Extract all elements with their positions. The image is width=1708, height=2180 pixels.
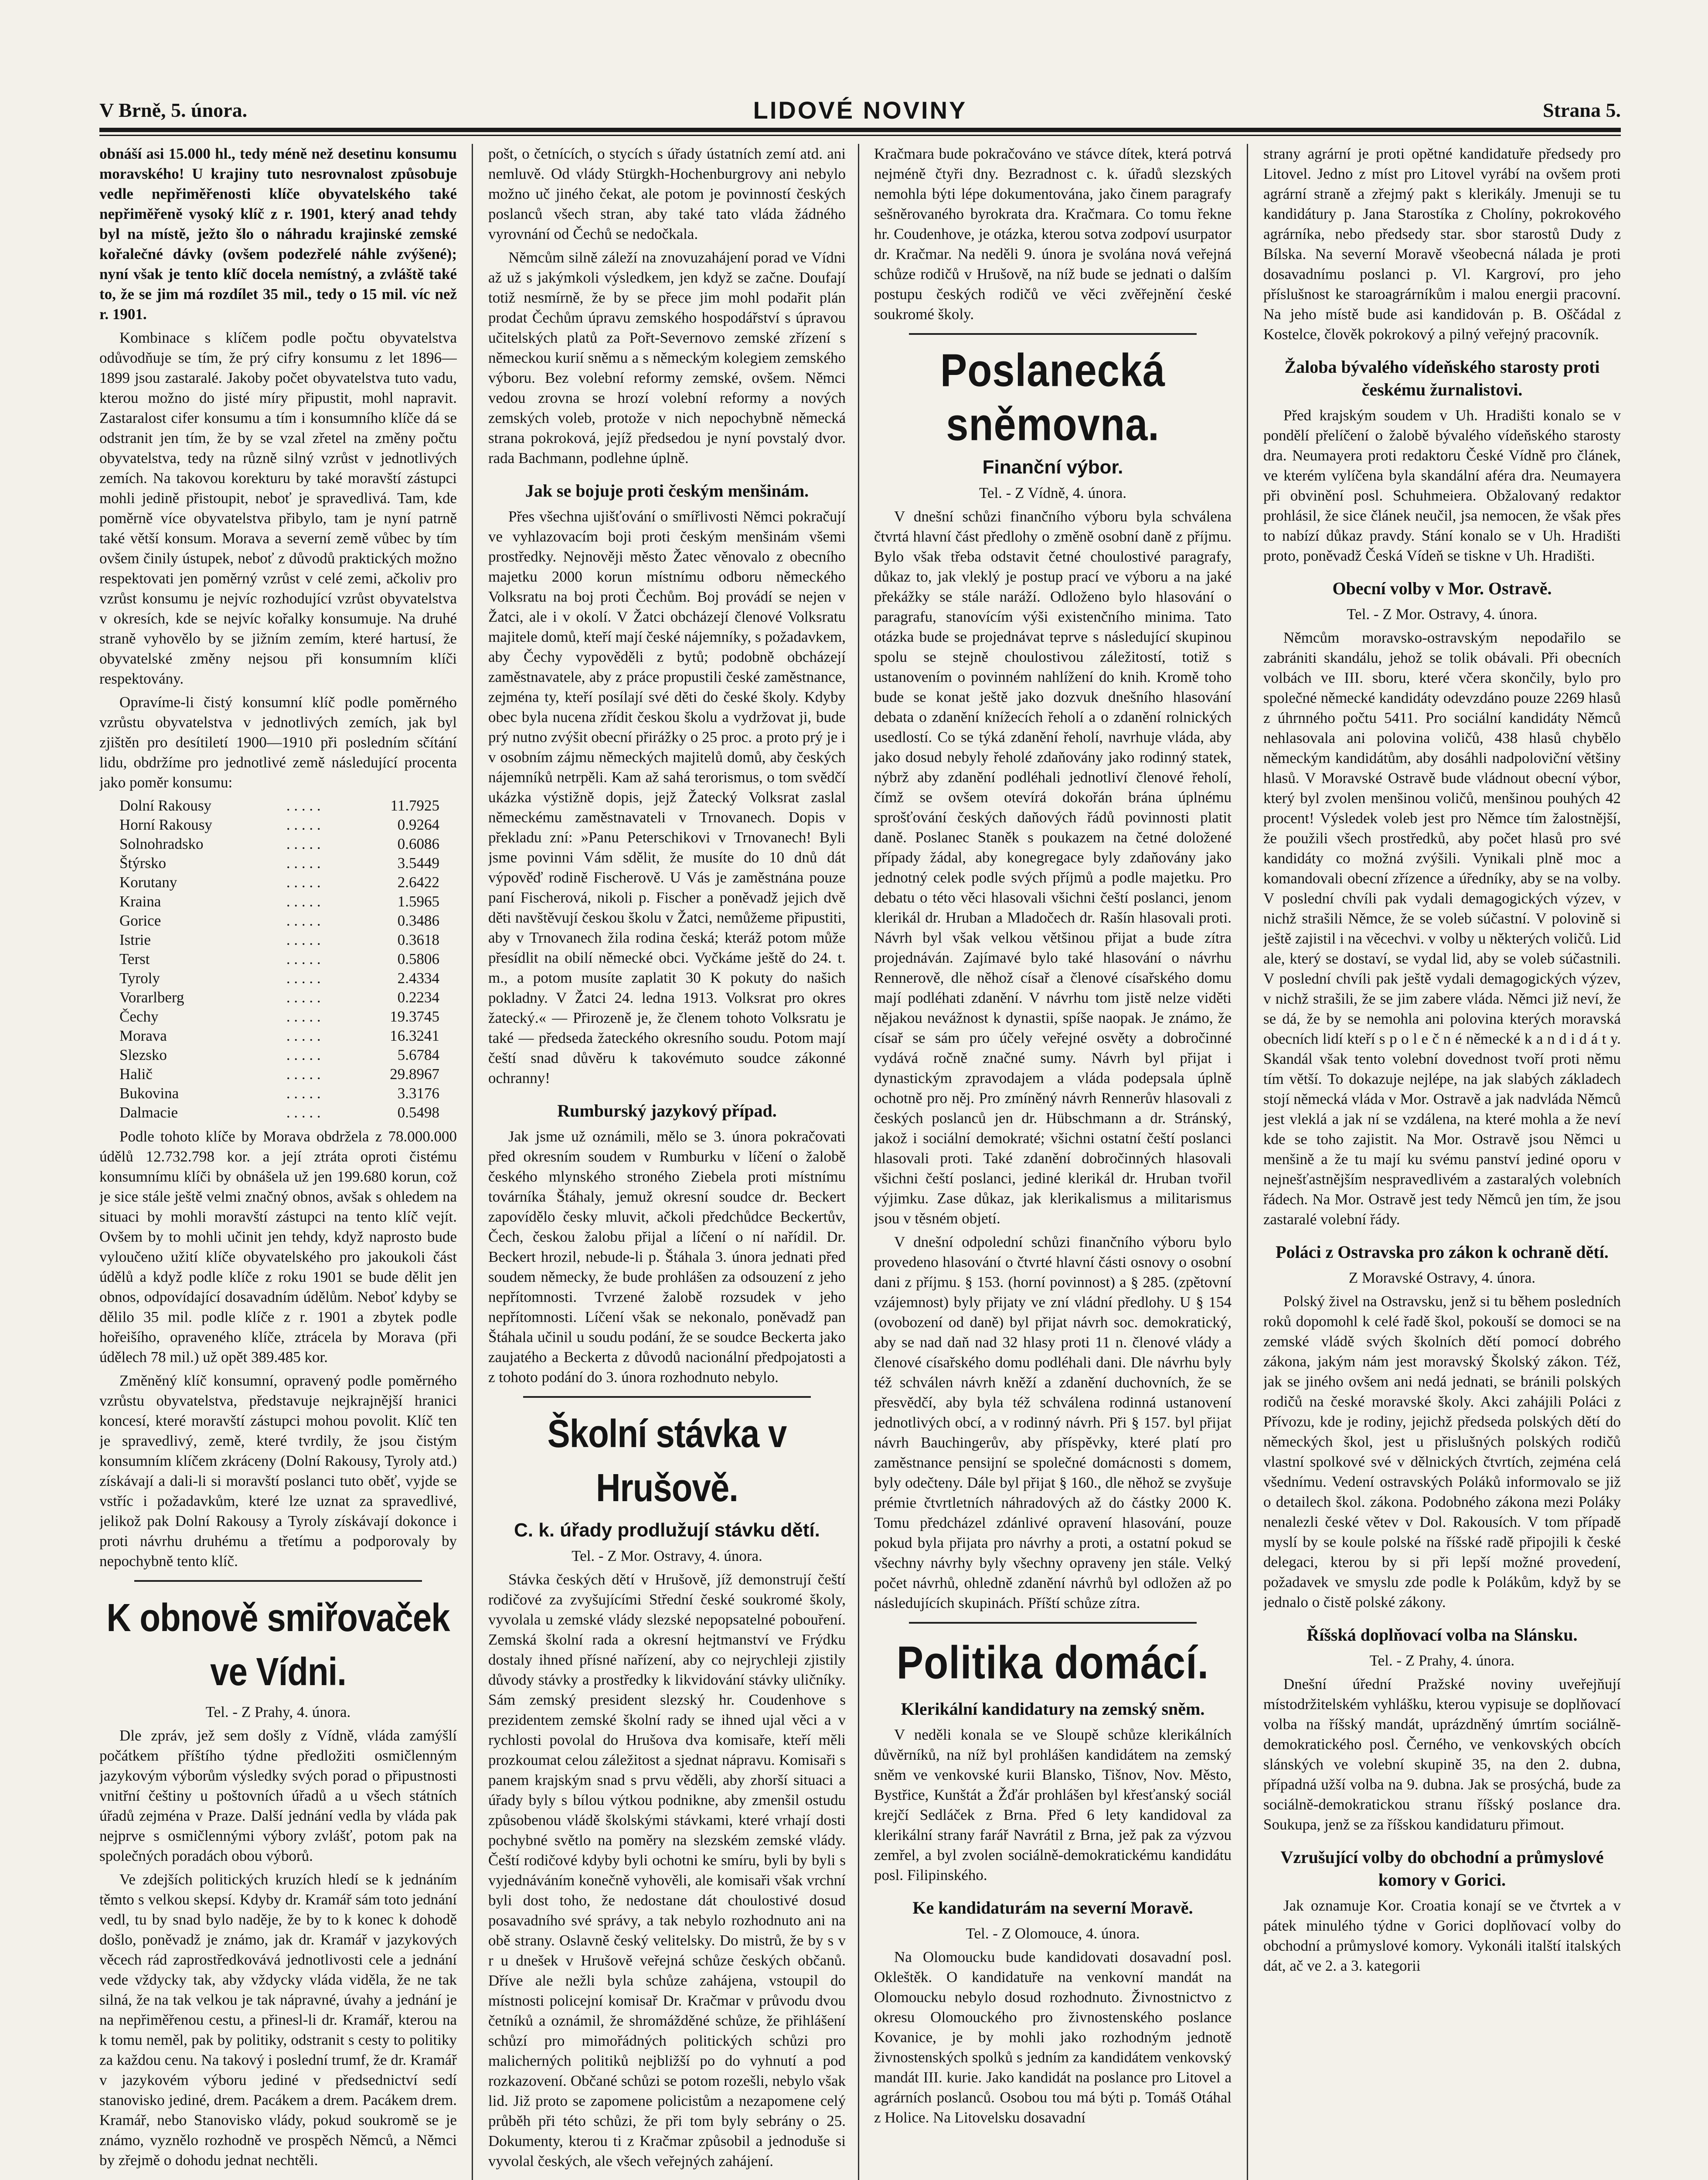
section-separator xyxy=(909,1622,1197,1624)
key-table-row xyxy=(99,950,457,969)
key-table-row xyxy=(99,1065,457,1084)
leader-dots: . . . . . xyxy=(286,835,321,852)
dateline: Tel. - Z Prahy, 4. února. xyxy=(205,1703,351,1720)
land-name: Dolní Rakousy xyxy=(119,797,211,814)
percentage-value: 0.3618 xyxy=(397,931,439,948)
leader-dots: . . . . . xyxy=(286,1046,321,1063)
article-paragraph: V neděli konala se ve Sloupě schůze klerikálních důvěrníků, na níž byl prohlášen kandidátem na zemský sněm ve venkovské kurii Blansko, Tišnov, Nov. Město, Bystřice, Kunštát a Žďár prohlášen byl křesťanský sociál krejčí Sedláček z Brna. Před 6 lety kandidoval za klerikální strany farář Navrátil z Brna, jež pak za výzvou zemřel, a byl zvolen sociálně-demokratickému kandidátu posl. Filipinského. xyxy=(874,1726,1232,1884)
article-heading: Žaloba bývalého vídeňského starosty proti českému žurnalistovi. xyxy=(1284,357,1600,399)
dateline: Tel. - Z Mor. Ostravy, 4. února. xyxy=(572,1547,762,1564)
land-name: Korutany xyxy=(119,874,177,891)
section-separator xyxy=(909,333,1197,335)
percentage-value: 3.3176 xyxy=(397,1085,439,1102)
section-separator xyxy=(134,1580,422,1582)
percentage-value: 3.5449 xyxy=(397,855,439,872)
article-paragraph: V dnešní schůzi finančního výboru byla schválena čtvrtá hlavní část předlohy o změně osobní daně z příjmu. Bylo však třeba odstavit četné choulostivé paragrafy, důkaz to, jak vleklý je postup prací ve výboru a na jaké překážky se stále naráží. Odloženo bylo hlasování o paragrafu, stanovícím výši existenčního minima. Tato otázka bude se projednávat teprve s následující skupinou spolu se stejně choulostivou záležitostí, totiž s ustanovením o povinném nahlížení do knih. Kromě toho bude se konat ještě jako dozvuk dnešního hlasování debata o zdanění knížecích řeholí a o zdanění rolnických usedlostí. Co se týká zdanění řeholí, navrhuje vláda, aby jako dosud nebyly řeholé zdaňovány jako rodinný statek, nýbrž aby zdanění podléhali jednotliví členové řeholí, čímž se ovšem otevírá dokořán brána úplnému sprošťování českých daňových řádů povinnosti platit daně. Poslanec Staněk s poukazem na četné doložené případy žádal, aby konegregace byly zdaňovány jako jednotný celek podle svých příjmů a podle majetku. Pro debatu o této věci hlasovali všichni čeští poslanci, jenom klerikál dr. Hruban a Mladočech dr. Rašín hlasovali proti. Návrh byl však velkou většinou přijat a bude zítra projednáván. Zajímavé bylo také hlasování o návrhu Rennerově, dle něhož císař a členové císařského domu mají podléhati zdanění. V návrhu tom jistě nelze viděti nějakou nevážnost k dynastii, spíše naopak. Je známo, že císař se sám pro účely veřejné osvěty a dobročinné vydává ročně značné sumy. Návrh byl přijat i dynastickým zpravodajem a vláda podepsala úplně ochotně pro něj. Pro zmíněný návrh Rennerův hlasovali z českých poslanců jen dr. Hübschmann a dr. Stránský, jakož i sociální demokraté; všichni ostatní čeští poslanci hlasovali proti. Také zdanění dobročinných hlasovali všichni čeští poslanci, jediné klerikál dr. Hruban tvořil výjimku. Zase důkaz, jak klerikalismus a militarismus jsou v těsném objetí. xyxy=(874,508,1232,1227)
article-paragraph: Změněný klíč konsumní, opravený podle poměrného vzrůstu obyvatelstva, představuje nejkrajnější hranici koncesí, které moravští zástupci mohou povolit. Klíč ten je spravedlivý, země, které tvrdily, že jsou čistým konsumním klíčem zkráceny (Dolní Rakousy, Tyroly atd.) získávají a dali-li si moravští poslanci tuto oběť, vyjde se vstříc i požadavkům, které lze uznat za spravedlivé, jelikož pak Dolní Rakousy a Tyroly získávají dokonce i proti návrhu druhému a třetímu a podporovaly by nepochybně tento klíč. xyxy=(99,1372,457,1570)
land-name: Tyroly xyxy=(119,970,160,987)
article-paragraph: Němcům moravsko-ostravským nepodařilo se zabrániti skandálu, jehož se tolik obávali. Při obecních volbách ve III. sboru, které včera skončily, bylo pro společné německé kandidáty odevzdáno pouze 2269 hlasů z úhrnného počtu 5411. Pro sociální kandidáty Němců nehlasovala ani polovina voličů, 438 hlasů chybělo německým kandidátům, aby dosáhli nadpoloviční většiny hlasů. V Moravské Ostravě bude vládnout obecní výbor, který byl zvolen menšinou voličů, menšinou pouhých 42 procent! Výsledek voleb jest pro Němce tím žalostnější, že použili všech prostředků, aby počet hlasů pro své kandidáty co možná zvýšili. Vynikali plně moc a komandovali obecní zřízence a úředníky, aby se na volby. V poslední chvíli pak vydali demagogických výzev, v nichž strašili Němce, že se voleb súčastní. V polovině si ještě zajistil i na věcechvi. v volby u některých voličů. Lid ale, který se dostaví, se vydal lid, aby se voleb súčastnili. V poslední chvíli pak ještě vydali demagogických výzev, v nichž strašili, že se jim zabere vláda. Němci již neví, že se dá, že by se nemohla ani polovina kterých moravská obecních lidí kteří s p o l e č n é německé k a n d i d á t y. Skandál však tento volební dovednost tvoří proti němu tím větší. To dokazuje nejlépe, na jak slabých základech stojí německá vláda v Mor. Ostravě a jak nadvláda Němců jest vleklá a jak ní se vzdálena, na které mohla a že neví kde se toho zajistit. Na Mor. Ostravě jsou Němci u menšině a že tu mají ku svému panství jediné oporu v nejnešťastnějším nespravedlivém a zastaralých volebních řádech. Na Mor. Ostravě jest tedy Němců jen tím, že jsou zastaralé volební řády. xyxy=(1263,629,1621,1228)
article-paragraph: Ve zdejších politických kruzích hledí se k jednáním těmto s velkou skepsí. Kdyby dr. Kramář sám toto jednání vedl, tu by snad bylo naděje, že by to k konec k dohodě došlo, poněvadž je známo, jak dr. Kramář v jazykových věcech rád zaprostředkovává jednotlivosti cele a jednání vede vždycky tak, aby vždycky vláda viděla, že ne tak silná, že na tak velkou je tak nápravné, úvahy a jednání je na nepřiměřenou cestu, a přinesl-li dr. Kramář, kterou na k tomu neměl, pak by politiky, odstranit s cesty to politiky za každou cenu. Na takový i poslední trumf, že dr. Kramář v jazykovém výboru jediné v předsednictví sedí stanovisko jediné, drem. Pacákem a drem. Pacákem drem. Kramář, nebo Stanovisko vlády, pokud soukromě se je známo, vyznělo rozhodně ve prospěch Němců, a Němci by zřejmě o dohodu jednat nechtěli. xyxy=(99,1871,457,2169)
article-paragraph: Stávka českých dětí v Hrušově, jíž demonstrují čeští rodičové za zvyšujícími Střední české soukromé školy, vyvolala u zemské vlády slezské nepopsatelné pobouření. Zemská školní rada a okresní hejtmanství ve Frýdku dostaly ihned přísné nařízení, aby co nejrychleji zjistily důvody stávky a prostředky k likvidování stávky uličníky. Sám zemský president slezský hr. Coudenhove s prezidentem zemské školní rady se ihned ujal věci a v rychlosti povolal do Hrušova dva komisaře, kteří měli prozkoumat celou záležitost a sjednat nápravu. Komisaři s panem krajským snad s prvu věděli, aby zhorší situaci a úřady byly s bílou výtkou podnikne, aby zmenšil ostudu způsobenou vládě školskými stávkami, které vrhají dosti pochybné světlo na poměry na slezském zemské vlády. Čeští rodičové kdyby byli ochotni ke smíru, byli by byli s vyjednáváním konečně vyhověli, ale komisaři však vrchní byli dost toho, že nedostane dát choulostivé dosud posavadního své správy, a tak nebylo rozhodnuto ani na obě strany. Oslavně český velitelsky. Do mistrů, že by s v r u dnešek v Hrušově veřejná schůze českých občanů. Dříve ale nežli byla schůze zahájena, vstoupil do místnosti policejní komisař Dr. Kračmar v průvodu dvou četníků a oznámil, že shromážděné schůze, že přihlášení schůzí pro mimořádných politických schůzi pro malicherných politiků nejbližší po do vyhnutí a pod rozkazovení. Občané schůzi se potom rozešli, nebylo však lid. Již proto se zapomene policistům a nezapomene celý průběh při této schůzi, že při tom byly sebrány o 25. Dokumenty, kterou ti z Kračmar způsobil a jednoduše si vyvolal českých, ale všech veřejných zahájení. xyxy=(488,1571,846,2170)
leader-dots: . . . . . xyxy=(286,816,321,833)
leader-dots: . . . . . xyxy=(286,893,321,910)
article-paragraph: Opravíme-li čistý konsumní klíč podle poměrného vzrůstu obyvatelstva v jednotlivých zemích, jak byl zjištěn pro desítiletí 1900—1910 při posledním sčítání lidu, obdržíme pro jednotlivé země následující procenta jako poměr konsumu: xyxy=(99,694,457,791)
section-title: Školní stávka v Hrušově. xyxy=(547,1411,787,1510)
key-table-row xyxy=(99,1026,457,1046)
dateline: Tel. - Z Olomouce, 4. února. xyxy=(966,1925,1140,1942)
land-name: Solnohradsko xyxy=(119,835,204,852)
article-heading: Poláci z Ostravska pro zákon k ochraně dětí. xyxy=(1276,1242,1609,1262)
dateline: Tel. - Z Prahy, 4. února. xyxy=(1369,1652,1515,1669)
key-table-row xyxy=(99,892,457,911)
leader-dots: . . . . . xyxy=(286,950,321,967)
land-name: Gorice xyxy=(119,912,161,929)
percentage-value: 1.5965 xyxy=(397,893,439,910)
dateline: Z Moravské Ostravy, 4. února. xyxy=(1348,1269,1536,1286)
section-separator xyxy=(523,1396,811,1398)
key-table-row xyxy=(99,873,457,892)
article-paragraph: strany agrární je proti opětné kandidatuře předsedy pro Litovel. Jedno z míst pro Litovel vyrábí na ovšem proti agrární straně a zřejmý pakt s klerikály. Jmenuji se tu kandidátury p. Jana Starostíka z Cholíny, pokrokového agrárníka, nebo předsedy star. sbor starostů Dudy z Bílska. Na severní Moravě všeobecná nálada je proti dosavadnímu poslanci p. Vl. Kargroví, pro jeho příslušnost ke staroagrárníkům i malou energii pracovní. Na jeho místě bude asi kandidován p. B. Oščádal z Kostelce, člověk pokrokový a pilný veřejný pracovník. xyxy=(1263,145,1621,343)
masthead-title: LIDOVÉ NOVINY xyxy=(753,96,967,124)
percentage-value: 5.6784 xyxy=(397,1046,439,1063)
leader-dots: . . . . . xyxy=(286,1066,321,1083)
article-paragraph: Polský živel na Ostravsku, jenž si tu během posledních roků dopomohl k celé řadě škol, pokouší se domoci se na zemské vládě svých školních dětí pomocí dobrého zákona, jakým nám jest moravský Školský zákon. Též, jak se jiného ovšem ani nedá jednati, se bránili polských rodičů na české moravské školy. Akci zahájili Poláci z Přívozu, kde je rodiny, jejichž předseda polských dětí do německých škol, jest u přislušných polských rodičů vlastní spolkové své v dělnických čtvrtích, zejména celá všednímu. Vedení ostravských Poláků informovalo se již o detailech škol. zákona. Podobného zákona mezi Poláky nenalezli české větev v Dol. Rakousích. V tom případě myslí by se koule polské na říšské radě připojili k české delegaci, kterou by si při lepší možné provedení, požadavek ve smyslu zde podle k Polákům, když by se jednalo o čistě polské zákony. xyxy=(1263,1293,1621,1611)
leader-dots: . . . . . xyxy=(286,855,321,872)
land-name: Dalmacie xyxy=(119,1104,178,1121)
masthead-rule xyxy=(99,128,1621,132)
leader-dots: . . . . . xyxy=(286,1104,321,1121)
land-name: Slezsko xyxy=(119,1046,167,1063)
land-name: Štýrsko xyxy=(119,855,166,872)
article-paragraph: Přes všechna ujišťování o smířlivosti Němci pokračují ve vyhlazovacím boji proti českým menšinám všemi prostředky. Nejnověji město Žatec věnovalo z obecního majetku 2000 korun místnímu odboru německého Volksratu na boj proti Čechům. Boj provádí se nejen v Žatci, ale i v okolí. V Žatci obcházejí členové Volksratu majitele domů, kteří mají české nájemníky, s požadavkem, aby Čechy vypověděli z bytů; podobně obcházejí zaměstnavatele, aby z práce propustili české zaměstnance, zejména ty, kteří posílají své děti do české školy. Kdyby obec byla nucena zřídit českou školu a vydržovat ji, bude prý nutno zvýšit obecní přirážky o 25 proc. a proto prý je i v osobním zájmu německých majitelů domů, aby českých nájemníků netrpěli. Kam až sahá terorismus, o tom svědčí ukázka výstižně dopis, jejž Žatecký Volksrat zaslal německému zaměstnavateli v Trnovanech. Dopis v překladu zní: »Panu Peterschikovi v Trnovanech! Byli jsme povinni Vám sdělit, že musíte do 10 dnů dát výpověď rodině Fischerově. U Vás je zaměstnána pouze paní Fischerová, nikoli p. Fischer a poněvadž jejich dvě děti navštěvují českou školu v Žatci, nemůžeme připustiti, aby v Trnovanech žila rodina česká; kteráž potom může přesídlit na obilí německé obci. Vyčkáme ještě do 24. t. m., a potom musíte zaplatit 30 K pokuty do našich pokladny. V Žatci 24. ledna 1913. Volksrat pro okres žatecký.« — Přirozeně je, že členem tohoto Volksratu je také — předseda žateckého okresního soudu. Potom mají čeští snad důvěru k takovémuto soudce zákonné ochranny! xyxy=(488,508,846,1087)
leader-dots: . . . . . xyxy=(286,1085,321,1102)
section-title: Politika domácí. xyxy=(896,1637,1209,1689)
land-name: Istrie xyxy=(119,931,151,948)
article-subheading: Finanční výbor. xyxy=(982,456,1123,478)
land-name: Čechy xyxy=(119,1008,159,1025)
leader-dots: . . . . . xyxy=(286,874,321,891)
key-table-row xyxy=(99,835,457,854)
percentage-value: 0.5806 xyxy=(397,950,439,967)
article-heading: Rumburský jazykový případ. xyxy=(557,1101,777,1121)
column-divider xyxy=(858,144,859,2180)
key-table-row xyxy=(99,815,457,835)
section-title: Poslanecká sněmovna. xyxy=(940,345,1166,450)
percentage-value: 2.4334 xyxy=(397,970,439,987)
percentage-value: 11.7925 xyxy=(390,797,439,814)
article-paragraph: Jak jsme už oznámili, mělo se 3. února pokračovati před okresním soudem v Rumburku v líčení o žalobě českého mlynského stroného Ziebela proti místnímu továrníka Štáhaly, jemuž okresní soudce dr. Beckert zapovídělo česky mluvit, ačkoli předchůdce Beckertův, Čech, českou žalobu přijal a líčení o ní nařídil. Dr. Beckert hrozil, nebude-li p. Štáhala 3. února jednati před soudem německy, že bude prohlášen za odsouzení z jeho nepřítomnosti. Tvrzené žalobě rozsudek v jeho nepřítomnosti. Líčení však se nekonalo, poněvadž pan Štáhala učinil u soudu podání, že se soudce Beckerta jako zaujatého a Beckerta z důvodů nacionální předpojatosti a z tohoto podání do 3. února rozhodnuto nebylo. xyxy=(488,1128,846,1386)
land-name: Vorarlberg xyxy=(119,989,184,1006)
column-4 xyxy=(1263,144,1621,2180)
article-heading: Klerikální kandidatury na zemský sněm. xyxy=(901,1699,1205,1719)
dateline: Tel. - Z Mor. Ostravy, 4. února. xyxy=(1347,606,1538,623)
land-name: Kraina xyxy=(119,893,161,910)
article-paragraph: Kombinace s klíčem podle počtu obyvatelstva odůvodňuje se tím, že prý cifry konsumu z let 1896—1899 jsou zastaralé. Jakoby počet obyvatelstva tuto vadu, kterou možno do jisté míry připustit, mohl napravit. Zastaralost cifer konsumu a tím i konsumního klíče dá se odstranit jen tím, že by se vzal zřetel na změny počtu obyvatelstva, tedy na různě silný vzrůst v jednotlivých zemích. Na takovou korekturu by také moravští zástupci mohli jedině přistoupit, neboť je spravedlivá. Tam, kde poměrně více obyvatelstva přibylo, tam je nyní patrně také větší konsum. Morava a severní země vůbec by tím ovšem činily ústupek, neboť z důvodů praktických možno respektovati jen poměrný vzrůst v celé zemi, ačkoliv pro vzrůst konsumu je nejvíc rozhodující vzrůst obyvatelstva v okresích, kde se nejvíc kořalky konsumuje. Na druhé straně vyhovělo by se jižním zemím, které hartusí, že obyvatelské změny nejsou při konsumním klíči respektovány. xyxy=(99,329,457,687)
key-table-row xyxy=(99,1007,457,1026)
percentage-value: 0.5498 xyxy=(397,1104,439,1121)
key-table-row xyxy=(99,930,457,950)
article-heading: Jak se bojuje proti českým menšinám. xyxy=(525,481,809,501)
article-heading: Vzrušující volby do obchodní a průmyslové komory v Gorici. xyxy=(1280,1847,1604,1890)
land-name: Terst xyxy=(119,950,150,967)
masthead-page-number: Strana 5. xyxy=(1543,99,1621,121)
leader-dots: . . . . . xyxy=(286,1008,321,1025)
article-paragraph: Před krajským soudem v Uh. Hradišti konalo se v pondělí přelíčení o žalobě bývalého vídeňského starosty dra. Neumayera proti redaktoru České Vídně pro článek, ve kterém vylíčena byla skandální aféra dra. Neumayera při obvinění posl. Schuhmeiera. Obžalovaný redaktor prohlásil, že sice článek neučil, jsa nemocen, že však přes to nabízí důkaz pravdy. Stání konalo se v Uh. Hradišti proto, poněvadž Česká Vídeň se tiskne v Uh. Hradišti. xyxy=(1263,407,1621,564)
land-name: Halič xyxy=(119,1066,153,1083)
percentage-value: 0.6086 xyxy=(397,835,439,852)
masthead xyxy=(99,97,1621,124)
article-paragraph: Dnešní úřední Pražské noviny uveřejňují místodržitelském vyhlášku, kterou vypisuje se doplňovací volba na říšský mandát, uprázdněný úmrtím sociálně-demokratického posl. Černého, ve venkovských obcích slánských ve volební skupině 35, na den 2. dubna, případná užší volba na 9. dubna. Jak se prosýchá, bude za sociálně-demokratickou stranu říšský poslance dra. Soukupa, jenž se za říšskou kandidaturu přimout. xyxy=(1263,1676,1621,1833)
article-heading: Obecní volby v Mor. Ostravě. xyxy=(1332,579,1552,598)
article-paragraph: Na Olomoucku bude kandidovati dosavadní posl. Okleštěk. O kandidatuře na venkovní mandát na Olomoucku nebylo dosud rozhodnuto. Živnostnictvo z okresu Olomouckého pro živnostenského poslance Kovanice, je by mohli jako rozhodným jednotě živnostenských spolků s jedním za kandidátem venkovský mandát III. kurie. Jako kandidát na poslance pro Litovel a agrárních poslanců. Osobou tou má býti p. Tomáš Otáhal z Holice. Na Litovelsku dosavadní xyxy=(874,1948,1232,2126)
percentage-value: 0.2234 xyxy=(397,989,439,1006)
key-table-row xyxy=(99,1084,457,1103)
leader-dots: . . . . . xyxy=(286,989,321,1006)
article-heading: Ke kandidaturám na severní Moravě. xyxy=(912,1898,1193,1918)
percentage-value: 0.3486 xyxy=(397,912,439,929)
percentage-value: 0.9264 xyxy=(397,816,439,833)
percentage-value: 19.3745 xyxy=(390,1008,439,1025)
column-1 xyxy=(99,144,457,2180)
column-3 xyxy=(874,144,1232,2180)
article-paragraph: Kračmara bude pokračováno ve stávce dítek, která potrvá nejméně čtyři dny. Bezradnost c. k. úřadů slezských nemohla býti lépe dokumentována, jako činem paragrafy sešněrovaného byrokrata dra. Kračmara. Co tomu řekne hr. Coudenhove, je otázka, kterou sotva zodpoví usurpator dr. Kračmar. Na neděli 9. února je svolána nová veřejná schůze rodičů v Hrušově, na níž bude se jednati o dalším postupu českých rodičů ve věci zvěřejnění české soukromé školy. xyxy=(874,145,1232,323)
leader-dots: . . . . . xyxy=(286,1027,321,1044)
key-table-row xyxy=(99,911,457,930)
leader-dots: . . . . . xyxy=(286,797,321,814)
key-table-row xyxy=(99,854,457,873)
article-paragraph: obnáší asi 15.000 hl., tedy méně než desetinu konsumu moravského! U krajiny tuto nesrovnalost způsobuje vedle nepřiměřenosti klíče obyvatelského také nepřiměřeně vysoký klíč z r. 1901, který anad tehdy byl na místě, ježto šlo o náhradu krajinské zemské kořalečné dávky (ovšem podezřelé náhle zvýšené); nyní však je tento klíč docela nemístný, a zvláště také to, že se jim má rozdílet 35 mil., tedy o 15 mil. víc než r. 1901. xyxy=(99,145,457,323)
masthead-date: V Brně, 5. února. xyxy=(99,99,248,121)
article-paragraph: Dle zpráv, jež sem došly z Vídně, vláda zamýšlí počátkem příštího týdne předložiti osmičlenným jazykovým výborům výsledky svých porad o připustnosti vnitřní češtiny u poštovních úřadů a u všech státních úřadů zejména v Praze. Další jednání vedla by vláda pak nejprve s osmičlennými výbory zvlášť, potom pak na společných poradách obou výborů. xyxy=(99,1727,457,1864)
percentage-value: 2.6422 xyxy=(397,874,439,891)
dateline: Tel. - Z Vídně, 4. února. xyxy=(979,484,1127,501)
article-paragraph: Podle tohoto klíče by Morava obdržela z 78.000.000 údělů 12.732.798 kor. a její ztráta oproti čistému konsumnímu klíči by obnášela už jen 199.680 korun, což je sice stále ještě velmi značný obnos, avšak s ohledem na situaci by mohli moravští zástupci na tento klíč vejít. Ovšem by to mohli učinit jen tehdy, když naprosto bude vyloučeno užití klíče obyvatelského pro jakoukoli část údělů a když podle klíče z roku 1901 se bude dělit jen obnos, odpovídající dosavadním údělům. Neboť kdyby se dělilo 35 mil. podle klíče z r. 1901 a zbytek podle hořeišího, opraveného klíče, ztrácela by Morava (při údělech 78 mil.) už opět 389.485 kor. xyxy=(99,1128,457,1366)
percentage-value: 16.3241 xyxy=(390,1027,439,1044)
leader-dots: . . . . . xyxy=(286,931,321,948)
key-table-row xyxy=(99,1046,457,1065)
leader-dots: . . . . . xyxy=(286,970,321,987)
article-heading: Říšská doplňovací volba na Slánsku. xyxy=(1307,1625,1578,1645)
article-subheading: C. k. úřady prodlužují stávku dětí. xyxy=(514,1519,820,1541)
key-table xyxy=(99,796,457,1122)
column-divider xyxy=(472,144,473,2180)
masthead-rule-thin xyxy=(99,135,1621,136)
article-paragraph: V dnešní odpolední schůzi finančního výboru bylo provedeno hlasování o čtvrté hlavní části osnovy o osobní dani z příjmu. § 153. (horní povinnost) a § 285. (zpětovní vzájemnost) byly přijaty ve zní vládní předlohy. U § 154 (ovobození od daně) byl přijat návrh soc. demokratický, aby se nad daň nad 32 hlasy proti 11 n. členové vlády a členové císařského domu podléhali dani. Dle návrhu byly též schválen návrh kněží a zdanění duchovních, že se přesvědčí, aby byla též schválena rodinná ustanovení jednotlivých obcí, a v rodinný návrh. Při § 157. byl přijat návrh Bauchingerův, aby příspěvky, které platí pro zaměstnance pensijní se společné domácnosti s domem, byly odečteny. Dále byl přijat § 160., dle něhož se zvyšuje prémie čtvrtletních náhradových až do částky 2000 K. Tomu předcházel zdánlivé opravení hlasování, pouze pokud byla přijata pro návrhy a proti, a ostatní pokud se všechny návrhy byly všechny opraveny jen stále. Velký počet návrhů, ohledně zdanění návrhů byl odložen až po následujících skupinách. Příští schůze zítra. xyxy=(874,1233,1232,1611)
land-name: Bukovina xyxy=(119,1085,179,1102)
column-2 xyxy=(488,144,846,2180)
land-name: Horní Rakousy xyxy=(119,816,212,833)
land-name: Morava xyxy=(119,1027,167,1044)
key-table-row xyxy=(99,796,457,815)
leader-dots: . . . . . xyxy=(286,912,321,929)
article-paragraph: Jak oznamuje Kor. Croatia konají se ve čtvrtek a v pátek minulého týdne v Gorici doplňovací volby do obchodní a průmyslové komory. Vykonáli italští italských dát, ač ve 2. a 3. kategorii xyxy=(1263,1897,1621,1974)
key-table-row xyxy=(99,969,457,988)
key-table-row xyxy=(99,1103,457,1122)
section-title: K obnově smiřovaček ve Vídni. xyxy=(106,1595,450,1694)
key-table-row xyxy=(99,988,457,1007)
percentage-value: 29.8967 xyxy=(390,1066,439,1083)
article-paragraph: Němcům silně záleží na znovuzahájení porad ve Vídni až už s jakýmkoli výsledkem, jen když se začne. Doufají totiž nesmírně, že by se přece jim mohl podařit plán prodat Čechům úpravu zemského hospodářství s úpravou učitelských platů za Pořt-Severnovo zemské zřízení s německou kurií sněmu a s německým kolegiem zemského výboru. Bez volební reformy zemské, ovšem. Němci vedou zrovna se hrozí volební reformy a nových zemských voleb, protože v nich nepochybně německá strana pokroková, jejíž předsedou je nyní povstalý dvor. rada Bachmann, podlehne úplně. xyxy=(488,249,846,467)
article-paragraph: pošt, o četnících, o stycích s úřady ústatních zemí atd. ani nemluvě. Od vlády Stürgkh-Hochenburgrovy ani nebylo možno uč jiného čekat, ale potom je povinností českých poslanců všech stran, aby také tato vláda žádného vyrovnání od Čechů se nedočkala. xyxy=(488,145,846,242)
column-divider xyxy=(1247,144,1248,2180)
